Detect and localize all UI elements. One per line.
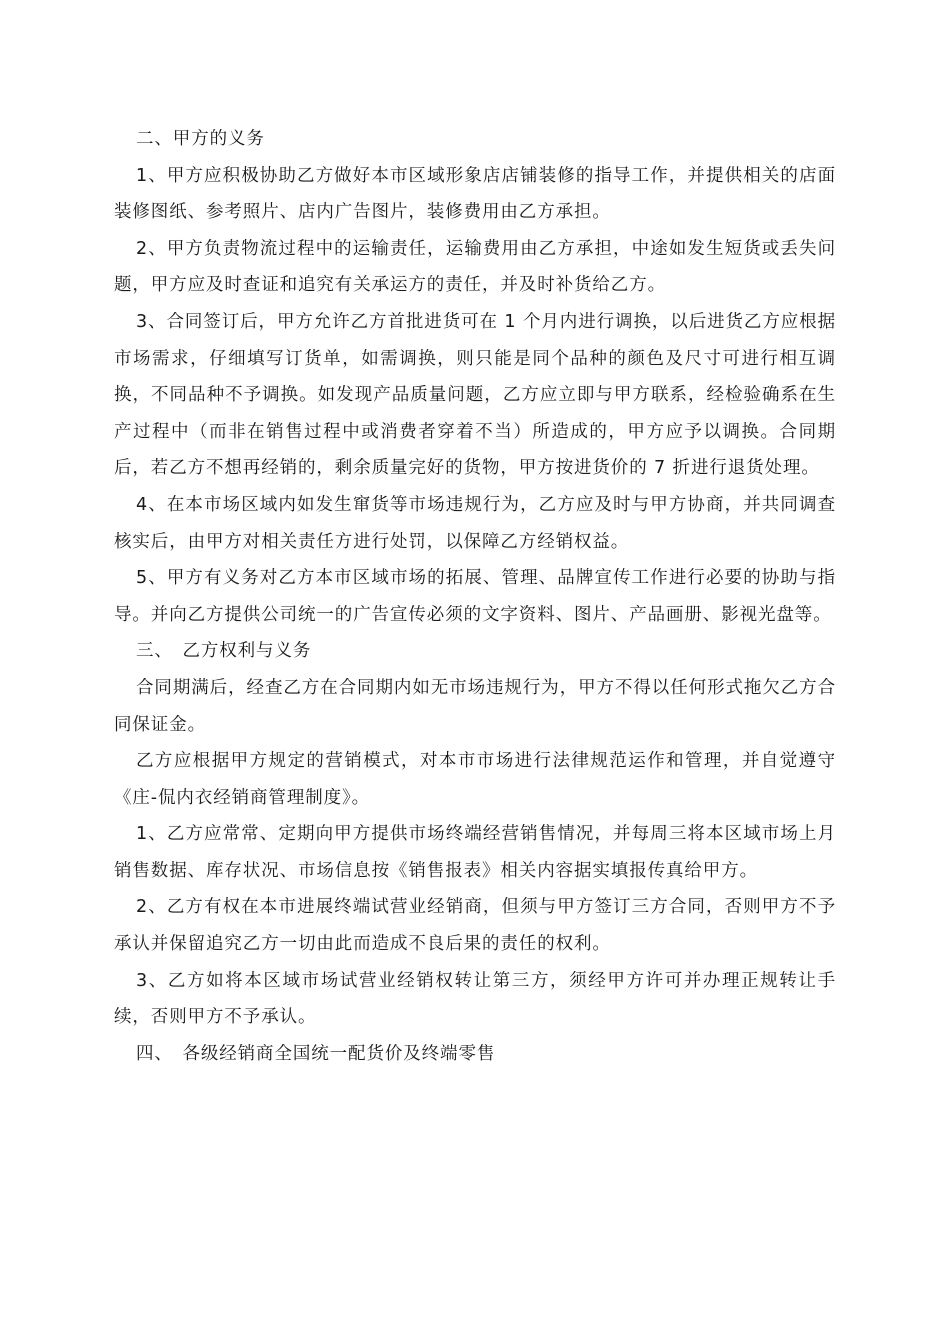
paragraph-3-intro-1: 合同期满后，经查乙方在合同期内如无市场违规行为，甲方不得以任何形式拖欠乙方合同保证金。 [114, 677, 836, 735]
paragraph-2-2: 2、甲方负责物流过程中的运输责任，运输费用由乙方承担，中途如发生短货或丢失问题，甲方应及时查证和追究有关承运方的责任，并及时补货给乙方。 [114, 238, 836, 296]
paragraph-3-3: 3、乙方如将本区域市场试营业经销权转让第三方，须经甲方许可并办理正规转让手续，否则甲方不予承认。 [114, 970, 836, 1028]
document-body [114, 121, 836, 1072]
section-heading-3: 三、 乙方权利与义务 [136, 641, 312, 662]
paragraph-2-1: 1、甲方应积极协助乙方做好本市区域形象店店铺装修的指导工作，并提供相关的店面装修图纸、参考照片、店内广告图片，装修费用由乙方承担。 [114, 165, 836, 223]
paragraph-3-intro-2: 乙方应根据甲方规定的营销模式，对本市市场进行法律规范运作和管理，并自觉遵守《庄-侃内衣经销商管理制度》。 [114, 751, 836, 808]
section-heading-2: 二、甲方的义务 [136, 129, 265, 149]
paragraph-2-4: 4、在本市场区域内如发生窜货等市场违规行为，乙方应及时与甲方协商，并共同调查核实后，由甲方对相关责任方进行处罚，以保障乙方经销权益。 [114, 494, 836, 552]
paragraph-3-2: 2、乙方有权在本市进展终端试营业经销商，但须与甲方签订三方合同，否则甲方不予承认并保留追究乙方一切由此而造成不良后果的责任的权利。 [114, 897, 836, 955]
paragraph-2-3: 3、合同签订后，甲方允许乙方首批进货可在 1 个月内进行调换，以后进货乙方应根据市场需求，仔细填写订货单，如需调换，则只能是同个品种的颜色及尺寸可进行相互调换，不同品种不予调换。如发现产品质量问题，乙方应立即与甲方联系，经检验确系在生产过程中（而非在销售过程中或消费者穿着不当）所造成的，甲方应予以调换。合同期后，若乙方不想再经销的，剩余质量完好的货物，甲方按进货价的 7 折进行退货处理。 [114, 311, 836, 479]
paragraph-2-5: 5、甲方有义务对乙方本市区域市场的拓展、管理、品牌宣传工作进行必要的协助与指导。并向乙方提供公司统一的广告宣传必须的文字资料、图片、产品画册、影视光盘等。 [114, 568, 836, 625]
section-heading-4: 四、 各级经销商全国统一配货价及终端零售 [136, 1043, 496, 1064]
paragraph-3-1: 1、乙方应常常、定期向甲方提供市场终端经营销售情况，并每周三将本区域市场上月销售数据、库存状况、市场信息按《销售报表》相关内容据实填报传真给甲方。 [114, 824, 836, 881]
